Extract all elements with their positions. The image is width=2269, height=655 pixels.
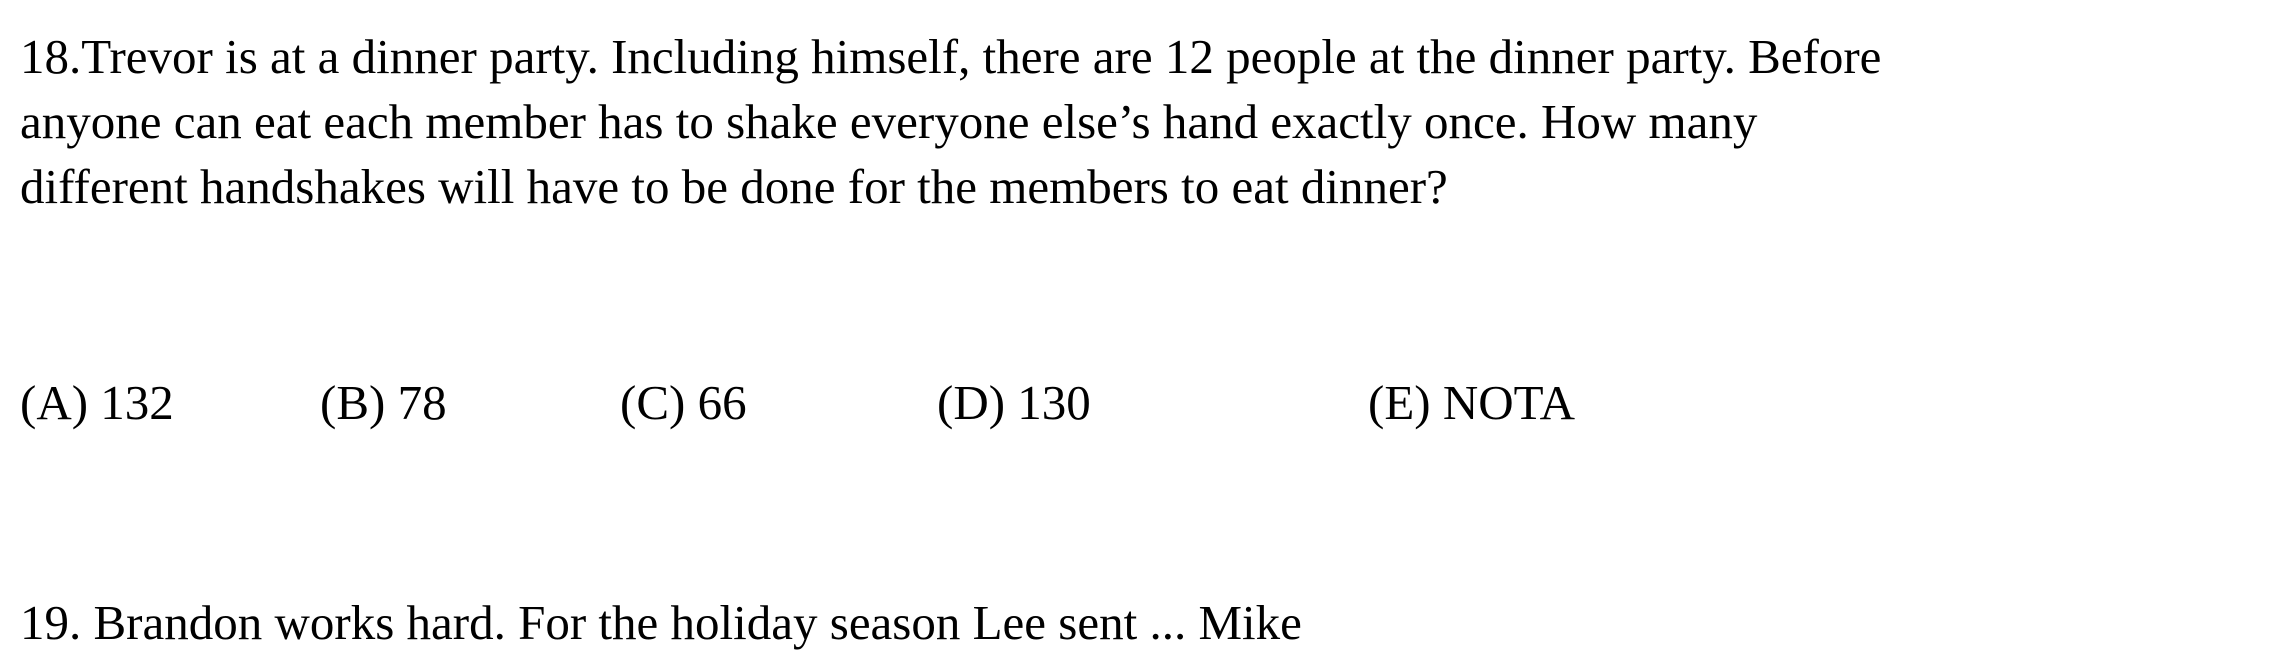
question-18-text bbox=[20, 24, 2020, 219]
answer-choice-b: (B) 78 bbox=[320, 375, 447, 430]
answer-choice-d: (D) 130 bbox=[937, 375, 1091, 430]
answer-choice-a: (A) 132 bbox=[20, 375, 174, 430]
answer-choice-e: (E) NOTA bbox=[1368, 375, 1575, 430]
question-19-partial-text: 19. Brandon works hard. For the holiday season Lee sent ... Mike bbox=[20, 595, 1302, 650]
question-line: 18.Trevor is at a dinner party. Including himself, there are 12 people at the dinner party. Before bbox=[20, 29, 1882, 84]
answer-choice-c: (C) 66 bbox=[620, 375, 747, 430]
question-line: anyone can eat each member has to shake everyone else’s hand exactly once. How many bbox=[20, 94, 1758, 149]
question-line: different handshakes will have to be done for the members to eat dinner? bbox=[20, 159, 1448, 214]
